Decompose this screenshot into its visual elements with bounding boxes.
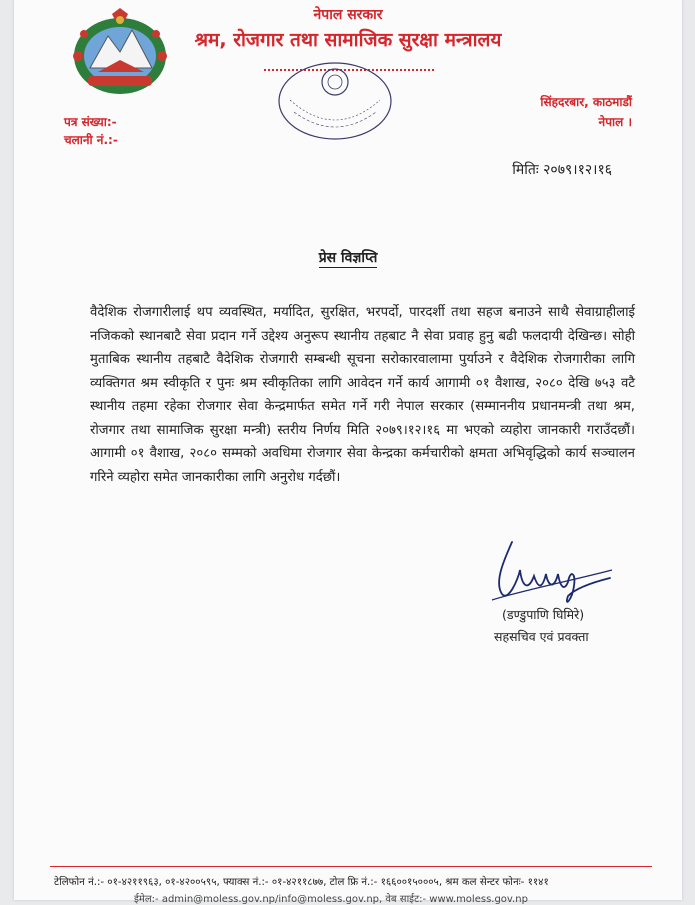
letter-subject (14, 248, 682, 267)
signatory-title: सहसचिव एवं प्रवक्ता (494, 629, 589, 644)
location-line-2: नेपाल । (598, 115, 632, 129)
handwritten-signature-icon (484, 530, 614, 610)
reference-numbers (64, 113, 118, 149)
office-stamp-icon (276, 60, 394, 142)
footer-contact-numbers: टेलिफोन नं.:- ०१-४२११९६३, ०१-४२००५९५, फ्याक्स नं.:- ०१-४२११८७७, टोल फ्रि नं.:- १६६००१५०००५, श्रम कल सेन्टर फोनः- ११४१ (54, 877, 549, 888)
footer-web-info: ईमेल:- admin@moless.gov.np/info@moless.gov.np, वेब साईट:- www.moless.gov.np (134, 894, 528, 905)
ministry-name: श्रम, रोजगार तथा सामाजिक सुरक्षा मन्त्रालय (194, 29, 502, 51)
government-name: नेपाल सरकार (313, 7, 383, 23)
office-location (540, 92, 632, 132)
location-line-1: सिंहदरबार, काठमाडौं (540, 95, 632, 109)
letter-sheet (14, 0, 682, 905)
letter-date: मितिः २०७९।१२।१६ (512, 162, 612, 178)
footer-divider (50, 866, 652, 867)
dispatch-number-label: चलानी नं.:- (64, 133, 118, 147)
subject-text: प्रेस विज्ञप्ति (318, 250, 378, 266)
letter-number-label: पत्र संख्या:- (64, 115, 117, 129)
letter-body: वैदेशिक रोजगारीलाई थप व्यवस्थित, मर्यादित, सुरक्षित, भरपर्दो, पारदर्शी तथा सहज बनाउने साथै सेवाग्राहीलाई नजिकको स्थानबाटै सेवा प्रदान गर्ने उद्देश्य अनुरूप स्थानीय तहबाट नै सेवा प्रवाह हुनु बढी फलदायी देखिन्छ। सोही मुताबिक स्थानीय तहबाटै वैदेशिक रोजगारी सम्बन्धी सूचना सरोकारवालामा पुर्याउने र वैदेशिक रोजगारीका लागि व्यक्तिगत श्रम स्वीकृति र पुनः श्रम स्वीकृतिका लागि आवेदन गर्ने कार्य आगामी ०१ वैशाख, २०८० देखि ७५३ वटै स्थानीय तहमा रहेका रोजगार सेवा केन्द्रमार्फत समेत गर्ने गरी नेपाल सरकार (सम्माननीय प्रधानमन्त्री तथा श्रम, रोजगार तथा सामाजिक सुरक्षा मन्त्री) स्तरीय निर्णय मिति २०७९।१२।१६ मा भएको व्यहोरा जानकारी गराउँदछौं। आगामी ०१ वैशाख, २०८० सम्मको अवधिमा रोजगार सेवा केन्द्रका कर्मचारीको क्षमता अभिवृद्धिको कार्य सञ्चालन गरिने व्यहोरा समेत जानकारीका लागि अनुरोध गर्दछौं। (90, 305, 635, 485)
signatory-name: (डण्डुपाणि घिमिरे) (502, 607, 585, 622)
